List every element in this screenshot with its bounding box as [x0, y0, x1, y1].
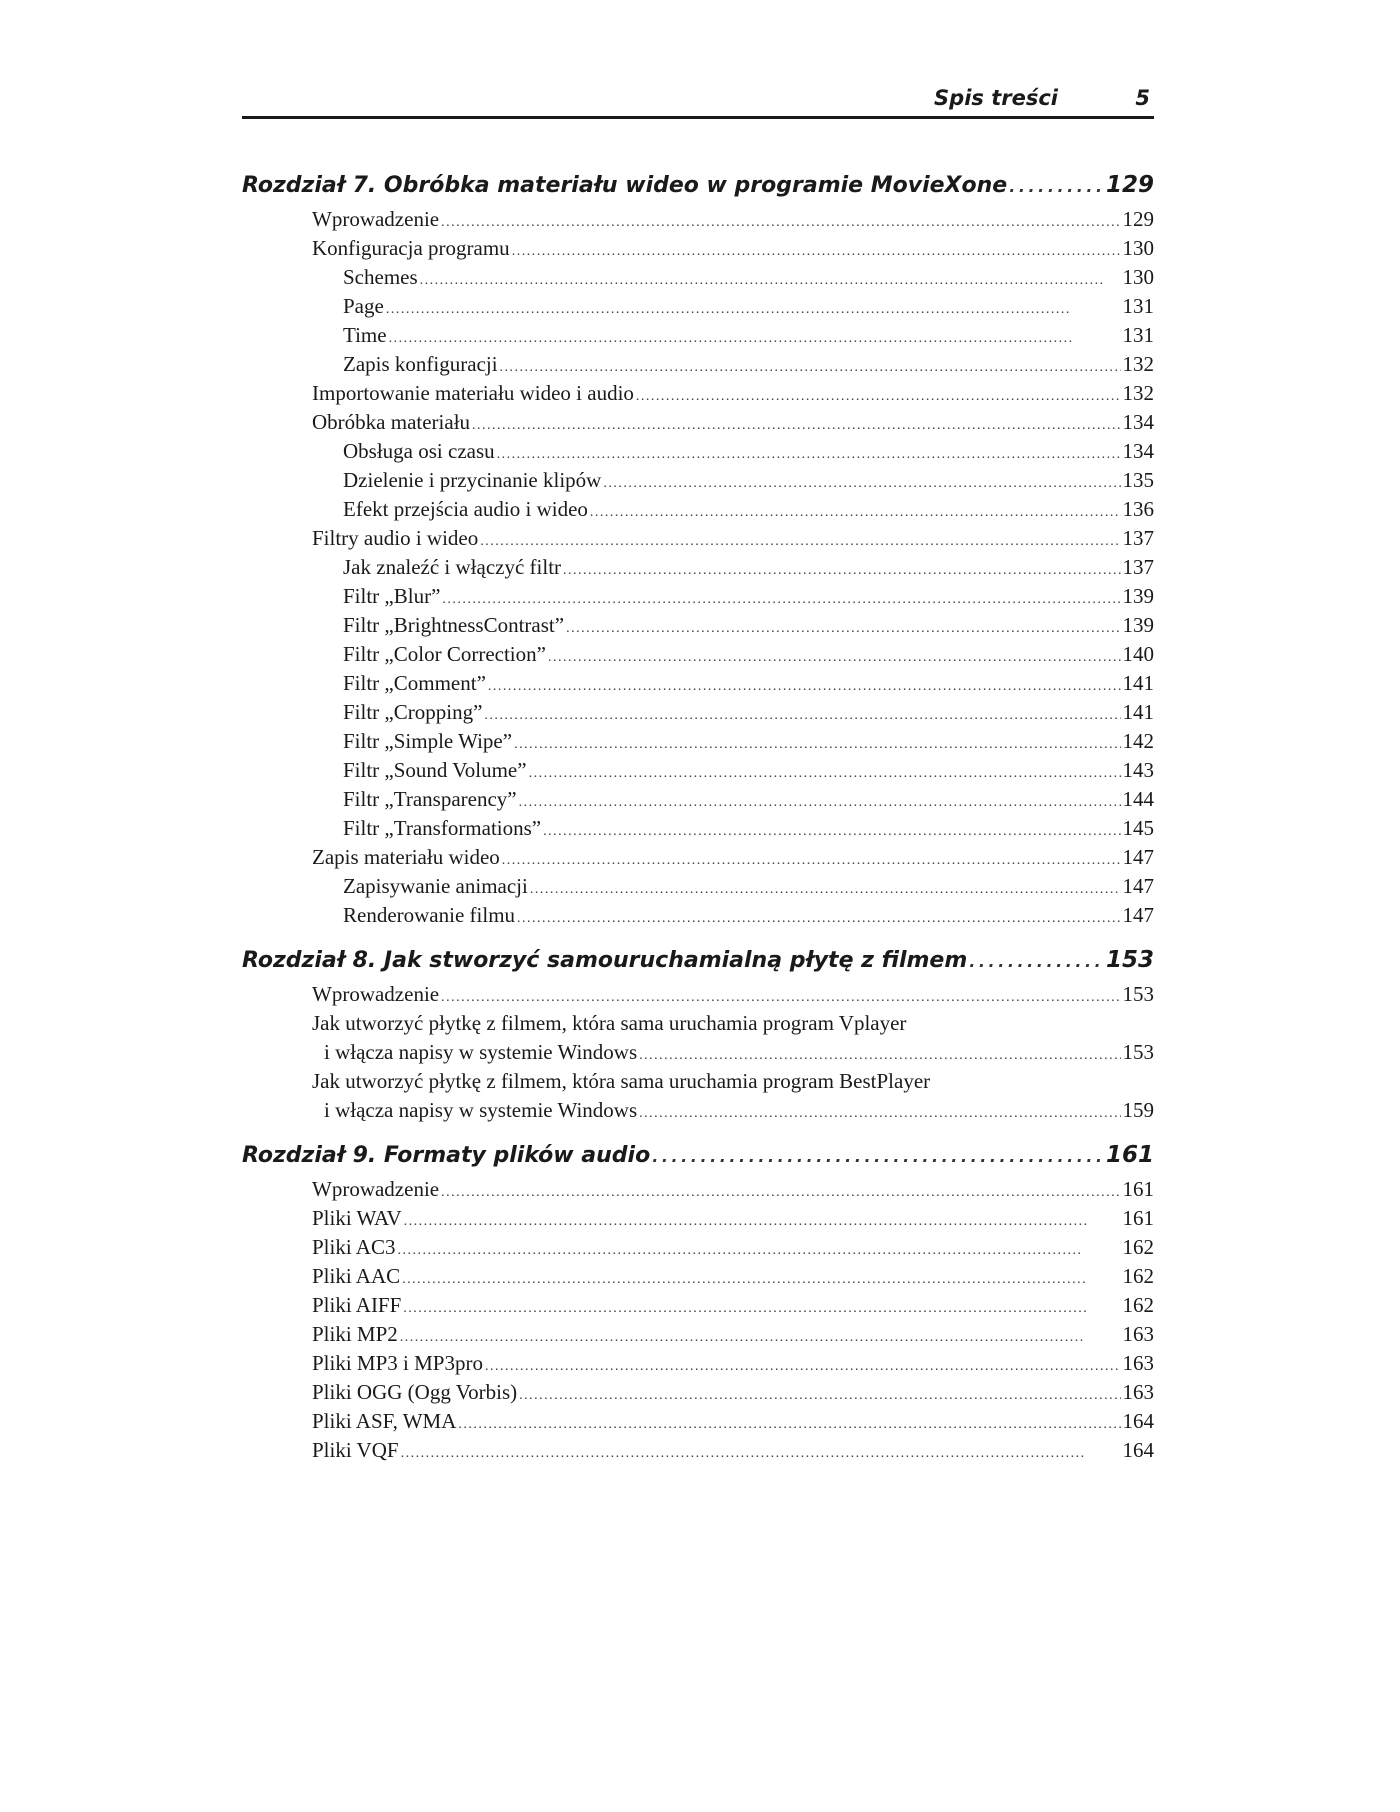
- dot-leader: [488, 672, 1121, 701]
- toc-entry: [312, 1009, 1154, 1038]
- dot-leader: [420, 266, 1121, 295]
- toc-subentry: [343, 495, 1154, 524]
- toc-entry-title: Filtr „BrightnessContrast”: [343, 613, 565, 637]
- toc-entry: [312, 1233, 1154, 1262]
- toc-entry-title: Obsługa osi czasu: [343, 439, 495, 463]
- toc-subentry: [343, 814, 1154, 843]
- dot-leader: [442, 585, 1120, 614]
- toc-entry-title: Filtry audio i wideo: [312, 526, 479, 550]
- toc-entry-title: Filtr „Cropping”: [343, 700, 483, 724]
- dot-leader: [497, 440, 1121, 469]
- toc-subentry: [343, 901, 1154, 930]
- toc-entry: [312, 1320, 1154, 1349]
- toc-subentry: [343, 350, 1154, 379]
- toc-page-number: 139: [1122, 613, 1154, 637]
- toc-page-number: 161: [1122, 1206, 1154, 1230]
- toc-page-number: 143: [1122, 758, 1154, 782]
- toc-entry-title: Pliki AIFF: [312, 1293, 402, 1317]
- toc-page-number: 153: [1122, 1040, 1154, 1064]
- toc-entry-title: Wprowadzenie: [312, 207, 440, 231]
- toc-subentry: [343, 263, 1154, 292]
- toc-entry-title: Pliki AC3: [312, 1235, 396, 1259]
- toc-entry: [312, 1175, 1154, 1204]
- toc-entry-title: Pliki MP3 i MP3pro: [312, 1351, 483, 1375]
- toc-subentry: [343, 727, 1154, 756]
- toc-entry-title: Schemes: [343, 265, 418, 289]
- toc-entry-title: Filtr „Blur”: [343, 584, 441, 608]
- toc-subentry: [343, 466, 1154, 495]
- toc-page-number: 141: [1122, 700, 1154, 724]
- dot-leader: [514, 730, 1120, 759]
- toc-page-number: 137: [1122, 526, 1154, 550]
- toc-page-number: 140: [1122, 642, 1154, 666]
- toc-entry: [312, 234, 1154, 263]
- dot-leader: [441, 208, 1120, 237]
- toc-page-number: 137: [1122, 555, 1154, 579]
- toc-page-number: 163: [1122, 1351, 1154, 1375]
- table-of-contents: [242, 165, 1154, 1475]
- toc-page-number: 162: [1122, 1264, 1154, 1288]
- toc-entry-title: Page: [343, 294, 384, 318]
- toc-subentry: [343, 582, 1154, 611]
- toc-entry-title: Jak utworzyć płytkę z filmem, która sama uruchamia program BestPlayer: [312, 1069, 931, 1093]
- toc-page-number: 132: [1122, 381, 1154, 405]
- toc-entry-title: Rozdział 8. Jak stworzyć samouruchamialną płytę z filmem: [242, 948, 968, 973]
- toc-page-number: 164: [1122, 1409, 1154, 1433]
- dot-leader: [484, 701, 1120, 730]
- toc-page-number: 153: [1122, 982, 1154, 1006]
- toc-page-number: 164: [1122, 1438, 1154, 1462]
- toc-page-number: 142: [1122, 729, 1154, 753]
- toc-entry-title: Filtr „Comment”: [343, 671, 486, 695]
- toc-entry: [312, 1204, 1154, 1233]
- toc-page-number: 161: [1105, 1142, 1154, 1168]
- dot-leader: [485, 1352, 1121, 1381]
- chapter-block: [242, 165, 1154, 930]
- toc-page-number: 144: [1122, 787, 1154, 811]
- dot-leader: [548, 643, 1121, 672]
- toc-subentry: [343, 321, 1154, 350]
- toc-page-number: 141: [1122, 671, 1154, 695]
- dot-leader: [441, 983, 1120, 1012]
- toc-page-number: 129: [1105, 172, 1154, 198]
- toc-page-number: 139: [1122, 584, 1154, 608]
- toc-page-number: 147: [1122, 874, 1154, 898]
- toc-page-number: 147: [1122, 845, 1154, 869]
- dot-leader: [512, 237, 1121, 266]
- chapter-block: [242, 1135, 1154, 1465]
- toc-page-number: 132: [1122, 352, 1154, 376]
- toc-entry-title: Filtr „Transformations”: [343, 816, 542, 840]
- toc-entry: [312, 1067, 1154, 1096]
- toc-entry-title: i włącza napisy w systemie Windows: [324, 1040, 638, 1064]
- dot-leader: [639, 1041, 1120, 1070]
- toc-entry-title: Zapis materiału wideo: [312, 845, 500, 869]
- dot-leader: [386, 295, 1121, 324]
- toc-page-number: 130: [1122, 236, 1154, 260]
- toc-entry-title: Rozdział 7. Obróbka materiału wideo w programie MovieXone: [242, 173, 1008, 198]
- chapter-block: [242, 940, 1154, 1125]
- toc-subentry: [343, 553, 1154, 582]
- toc-entry-title: Jak utworzyć płytkę z filmem, która sama uruchamia program Vplayer: [312, 1011, 907, 1035]
- toc-page-number: 134: [1122, 410, 1154, 434]
- toc-page-number: 163: [1122, 1380, 1154, 1404]
- running-header-page-number: 5: [1135, 86, 1150, 110]
- dot-leader: [472, 411, 1120, 440]
- toc-entry-title: Zapisywanie animacji: [343, 874, 528, 898]
- toc-entry: [312, 1349, 1154, 1378]
- toc-page-number: 135: [1122, 468, 1154, 492]
- toc-page-number: 147: [1122, 903, 1154, 927]
- chapter-heading: [242, 940, 1154, 980]
- dot-leader: [590, 498, 1121, 527]
- toc-subentry: [343, 292, 1154, 321]
- dot-leader: [566, 614, 1120, 643]
- dot-leader: [529, 759, 1121, 788]
- toc-entry-title: i włącza napisy w systemie Windows: [324, 1098, 638, 1122]
- toc-page-number: 145: [1122, 816, 1154, 840]
- dot-leader: [480, 527, 1120, 556]
- dot-leader: [652, 1137, 1104, 1177]
- dot-leader: [563, 556, 1120, 585]
- toc-subentry: [343, 698, 1154, 727]
- toc-entry-title: Pliki OGG (Ogg Vorbis): [312, 1380, 518, 1404]
- toc-page-number: 131: [1122, 323, 1154, 347]
- dot-leader: [403, 1294, 1120, 1323]
- dot-leader: [402, 1265, 1120, 1294]
- toc-entry-title: Dzielenie i przycinanie klipów: [343, 468, 602, 492]
- dot-leader: [519, 788, 1121, 817]
- toc-subentry: [343, 669, 1154, 698]
- toc-entry-title: Obróbka materiału: [312, 410, 471, 434]
- toc-entry-title: Filtr „Color Correction”: [343, 642, 546, 666]
- toc-entry-title: Time: [343, 323, 387, 347]
- toc-subentry: [343, 756, 1154, 785]
- toc-entry-title: Renderowanie filmu: [343, 903, 516, 927]
- dot-leader: [519, 1381, 1120, 1410]
- dot-leader: [639, 1099, 1120, 1128]
- toc-subentry: [343, 785, 1154, 814]
- dot-leader: [458, 1410, 1120, 1439]
- toc-subentry: [343, 640, 1154, 669]
- toc-page-number: 136: [1122, 497, 1154, 521]
- toc-entry-title: Rozdział 9. Formaty plików audio: [242, 1143, 651, 1168]
- running-header-title: Spis treści: [934, 86, 1058, 110]
- toc-entry-title: Pliki WAV: [312, 1206, 402, 1230]
- toc-entry-title: Pliki MP2: [312, 1322, 398, 1346]
- toc-entry-title: Jak znaleźć i włączyć filtr: [343, 555, 562, 579]
- running-header: [242, 86, 1154, 116]
- dot-leader: [389, 324, 1121, 353]
- dot-leader: [517, 904, 1120, 933]
- dot-leader: [530, 875, 1121, 904]
- toc-entry-title: Efekt przejścia audio i wideo: [343, 497, 588, 521]
- toc-page-number: 159: [1122, 1098, 1154, 1122]
- toc-subentry: [343, 872, 1154, 901]
- toc-entry-title: Filtr „Simple Wipe”: [343, 729, 513, 753]
- toc-page-number: 134: [1122, 439, 1154, 463]
- toc-entry: [312, 408, 1154, 437]
- toc-entry-title: Pliki VQF: [312, 1438, 399, 1462]
- toc-page-number: 130: [1122, 265, 1154, 289]
- dot-leader: [1009, 167, 1104, 207]
- chapter-heading: [242, 165, 1154, 205]
- toc-entry-title: Konfiguracja programu: [312, 236, 510, 260]
- toc-entry: [312, 205, 1154, 234]
- dot-leader: [404, 1207, 1121, 1236]
- toc-page-number: 129: [1122, 207, 1154, 231]
- toc-entry: [312, 1407, 1154, 1436]
- toc-page-number: 153: [1105, 947, 1154, 973]
- toc-entry-title: Pliki AAC: [312, 1264, 401, 1288]
- toc-entry: [312, 379, 1154, 408]
- toc-page-number: 162: [1122, 1293, 1154, 1317]
- toc-entry: [312, 980, 1154, 1009]
- dot-leader: [969, 942, 1104, 982]
- toc-entry: [312, 1262, 1154, 1291]
- toc-subentry: [343, 437, 1154, 466]
- dot-leader: [401, 1439, 1121, 1468]
- header-rule: [242, 116, 1154, 119]
- toc-page-number: 131: [1122, 294, 1154, 318]
- toc-entry-continuation: [324, 1038, 1154, 1067]
- toc-page-number: 163: [1122, 1322, 1154, 1346]
- toc-entry-title: Zapis konfiguracji: [343, 352, 498, 376]
- dot-leader: [500, 353, 1121, 382]
- toc-entry: [312, 843, 1154, 872]
- toc-entry-title: Filtr „Sound Volume”: [343, 758, 527, 782]
- dot-leader: [397, 1236, 1120, 1265]
- toc-entry: [312, 1378, 1154, 1407]
- dot-leader: [441, 1178, 1120, 1207]
- toc-entry-title: Pliki ASF, WMA: [312, 1409, 457, 1433]
- dot-leader: [603, 469, 1120, 498]
- toc-entry: [312, 1291, 1154, 1320]
- toc-entry-title: Wprowadzenie: [312, 982, 440, 1006]
- toc-entry-title: Filtr „Transparency”: [343, 787, 517, 811]
- dot-leader: [502, 846, 1121, 875]
- toc-entry-continuation: [324, 1096, 1154, 1125]
- toc-page-number: 161: [1122, 1177, 1154, 1201]
- toc-subentry: [343, 611, 1154, 640]
- chapter-heading: [242, 1135, 1154, 1175]
- toc-entry: [312, 1436, 1154, 1465]
- toc-entry: [312, 524, 1154, 553]
- dot-leader: [400, 1323, 1121, 1352]
- toc-page-number: 162: [1122, 1235, 1154, 1259]
- dot-leader: [543, 817, 1120, 846]
- toc-entry-title: Importowanie materiału wideo i audio: [312, 381, 634, 405]
- toc-entry-title: Wprowadzenie: [312, 1177, 440, 1201]
- dot-leader: [636, 382, 1121, 411]
